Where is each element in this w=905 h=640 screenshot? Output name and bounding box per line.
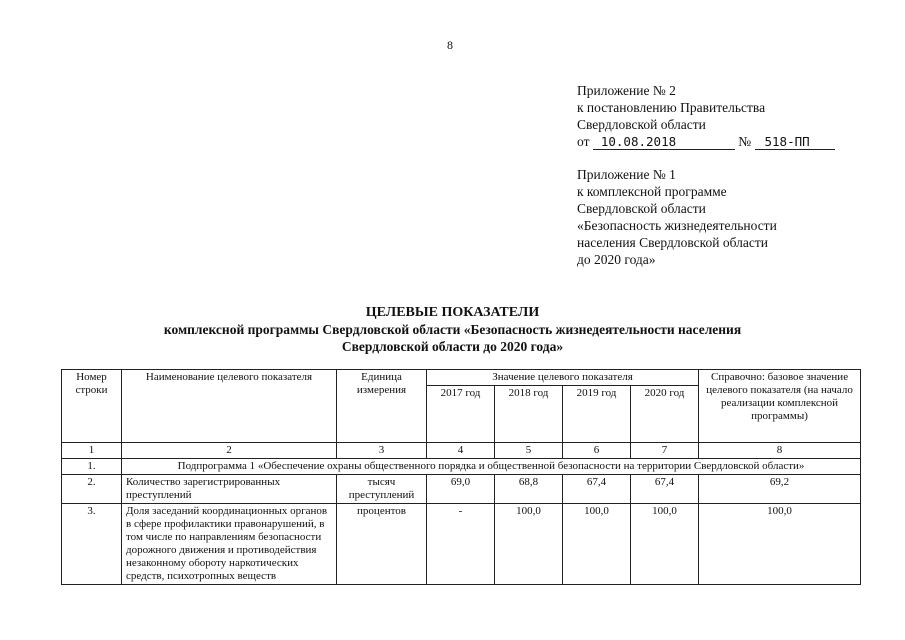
appendix-2-block xyxy=(577,82,835,150)
table-row xyxy=(62,504,861,585)
header-year-2020: 2020 год xyxy=(631,386,699,443)
from-label: от xyxy=(577,134,590,149)
column-number: 3 xyxy=(337,443,427,459)
title-subtitle: комплексной программы Свердловской области «Безопасность жизнедеятельности населения xyxy=(163,322,742,337)
document-title xyxy=(0,305,905,355)
resolution-number: 518-ПП xyxy=(755,135,835,150)
base-value: 69,2 xyxy=(699,475,861,504)
header-year-2019: 2019 год xyxy=(563,386,631,443)
row-number: 1. xyxy=(62,459,122,475)
value-2017: 69,0 xyxy=(427,475,495,504)
appendix-2-line: к постановлению Правительства xyxy=(577,100,766,115)
header-year-2018: 2018 год xyxy=(495,386,563,443)
header-indicator-name: Наименование целевого показателя xyxy=(122,370,337,443)
value-2020: 100,0 xyxy=(631,504,699,585)
header-year-2017: 2017 год xyxy=(427,386,495,443)
appendix-1-line: Свердловской области xyxy=(577,201,706,216)
table-row xyxy=(62,475,861,504)
header-reference: Справочно: базовое значение целевого показателя (на начало реализации комплексной программы) xyxy=(699,370,861,443)
indicator-name: Доля заседаний координационных органов в сфере профилактики правонарушений, в том числе по направлениям безопасности дорожного движения и противодействия незаконному обороту наркотических средств, психотропных веществ xyxy=(122,504,337,585)
base-value: 100,0 xyxy=(699,504,861,585)
page-number: 8 xyxy=(447,38,453,52)
column-number: 8 xyxy=(699,443,861,459)
table-row-subprogram xyxy=(62,459,861,475)
value-2019: 100,0 xyxy=(563,504,631,585)
column-number: 5 xyxy=(495,443,563,459)
resolution-date: 10.08.2018 xyxy=(593,135,735,150)
title-main: ЦЕЛЕВЫЕ ПОКАЗАТЕЛИ xyxy=(365,305,540,320)
value-2019: 67,4 xyxy=(563,475,631,504)
appendix-1-line: «Безопасность жизнедеятельности xyxy=(577,218,777,233)
column-number: 6 xyxy=(563,443,631,459)
header-value-group: Значение целевого показателя xyxy=(427,370,699,386)
indicator-name: Количество зарегистрированных преступлений xyxy=(122,475,337,504)
column-number: 7 xyxy=(631,443,699,459)
appendix-1-title: Приложение № 1 xyxy=(577,167,676,182)
header-unit: Единица измерения xyxy=(337,370,427,443)
row-number: 2. xyxy=(62,475,122,504)
value-2018: 100,0 xyxy=(495,504,563,585)
indicator-unit: процентов xyxy=(337,504,427,585)
table-header-row xyxy=(62,370,861,386)
title-subtitle: Свердловской области до 2020 года» xyxy=(341,339,564,354)
indicator-unit: тысяч преступлений xyxy=(337,475,427,504)
appendix-1-block xyxy=(577,166,777,268)
value-2020: 67,4 xyxy=(631,475,699,504)
header-row-number: Номер строки xyxy=(62,370,122,443)
appendix-1-line: к комплексной программе xyxy=(577,184,727,199)
appendix-2-line: Свердловской области xyxy=(577,117,706,132)
row-number: 3. xyxy=(62,504,122,585)
subprogram-title: Подпрограмма 1 «Обеспечение охраны общественного порядка и общественной безопасности на территории Свердловской области» xyxy=(122,459,861,475)
value-2017: - xyxy=(427,504,495,585)
appendix-1-line: населения Свердловской области xyxy=(577,235,768,250)
appendix-1-line: до 2020 года» xyxy=(577,252,656,267)
appendix-2-date-line xyxy=(577,133,835,150)
value-2018: 68,8 xyxy=(495,475,563,504)
column-number: 1 xyxy=(62,443,122,459)
number-label: № xyxy=(738,134,752,149)
indicators-table xyxy=(61,369,861,585)
column-number: 2 xyxy=(122,443,337,459)
appendix-2-title: Приложение № 2 xyxy=(577,83,676,98)
column-number-row xyxy=(62,443,861,459)
column-number: 4 xyxy=(427,443,495,459)
